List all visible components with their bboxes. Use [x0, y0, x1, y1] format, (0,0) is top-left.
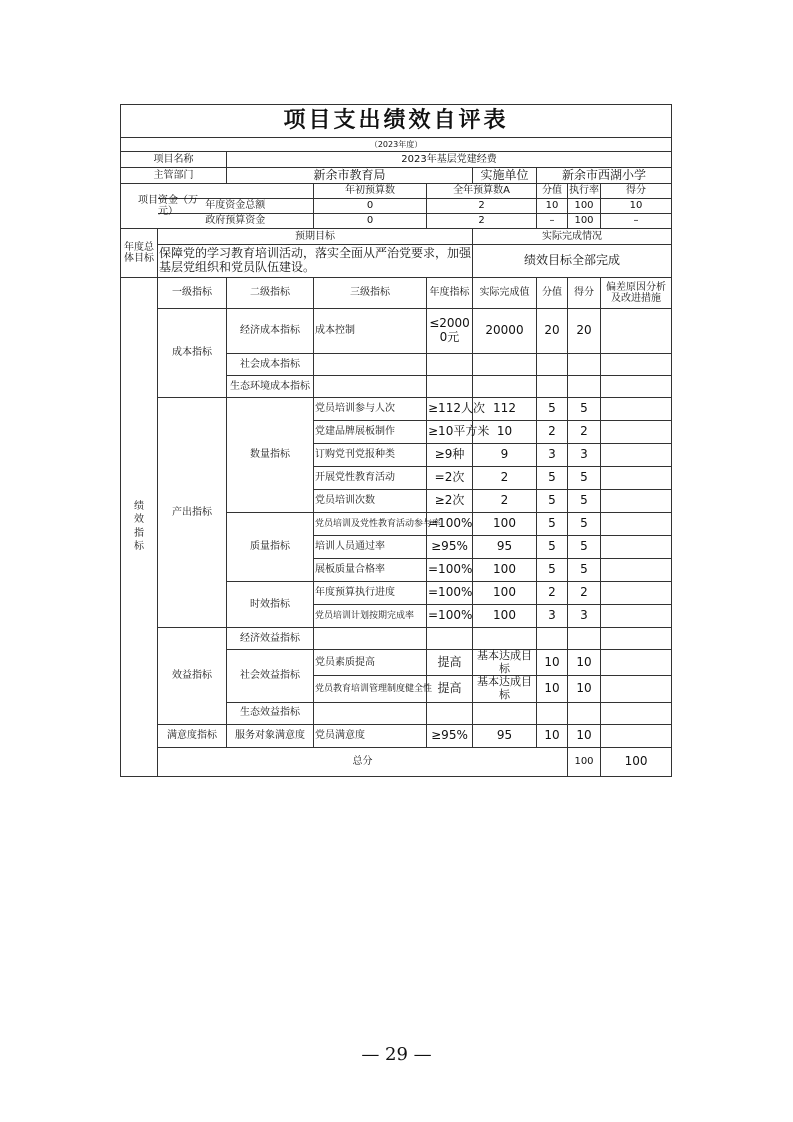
- hdr-got: 得分: [568, 278, 601, 309]
- qty-target: ≥9种: [427, 444, 473, 467]
- quality-actual: 100: [473, 559, 537, 582]
- quality-actual: 95: [473, 536, 537, 559]
- funds-full: 2: [427, 199, 537, 214]
- hdr-actual: 实际完成值: [473, 278, 537, 309]
- qty-got: 2: [568, 421, 601, 444]
- quality-l3: 培训人员通过率: [314, 536, 427, 559]
- time-l2: 时效指标: [227, 582, 314, 628]
- social-actual: 基本达成目标: [473, 676, 537, 702]
- cost-social-l2: 社会成本指标: [227, 354, 314, 376]
- funds-score: –: [537, 214, 568, 229]
- qty-actual: 2: [473, 490, 537, 513]
- qty-got: 5: [568, 467, 601, 490]
- social-score: 10: [537, 650, 568, 676]
- perf-label-cell: [121, 278, 158, 777]
- qty-score: 5: [537, 490, 568, 513]
- quality-target: ≥95%: [427, 536, 473, 559]
- qty-score: 5: [537, 398, 568, 421]
- funds-label: 项目资金（万元）: [121, 184, 158, 229]
- qty-target: =2次: [427, 467, 473, 490]
- col-score: 分值: [537, 184, 568, 199]
- qty-actual: 2: [473, 467, 537, 490]
- expected-goal: 保障党的学习教育培训活动，落实全面从严治党要求，加强基层党组织和党员队伍建设。: [158, 245, 473, 278]
- col-got: 得分: [601, 184, 672, 199]
- table-title: 项目支出绩效自评表: [121, 105, 672, 138]
- time-got: 3: [568, 605, 601, 628]
- performance-table: [120, 104, 672, 777]
- time-target: =100%: [427, 605, 473, 628]
- quality-actual: 100: [473, 513, 537, 536]
- time-actual: 100: [473, 605, 537, 628]
- sat-actual: 95: [473, 724, 537, 747]
- cost-econ-l3: 成本控制: [314, 309, 427, 354]
- funds-initial: 0: [314, 199, 427, 214]
- social-got: 10: [568, 676, 601, 702]
- social-l3: 党员教育培训管理制度健全性: [314, 676, 427, 702]
- col-rate: 执行率: [568, 184, 601, 199]
- cost-l1: 成本指标: [158, 309, 227, 398]
- goals-label: 年度总体目标: [121, 229, 158, 278]
- funds-rate: 100: [568, 199, 601, 214]
- cost-econ-actual: 20000: [473, 309, 537, 354]
- qty-l3: 党员培训次数: [314, 490, 427, 513]
- qty-l3: 党建品牌展板制作: [314, 421, 427, 444]
- hdr-l3: 三级指标: [314, 278, 427, 309]
- quality-target: =100%: [427, 513, 473, 536]
- quality-target: =100%: [427, 559, 473, 582]
- qty-actual: 112: [473, 398, 537, 421]
- social-target: 提高: [427, 650, 473, 676]
- qty-target: ≥112人次: [427, 398, 473, 421]
- qty-l3: 订购党刊党报种类: [314, 444, 427, 467]
- qty-score: 5: [537, 467, 568, 490]
- quality-got: 5: [568, 513, 601, 536]
- quality-got: 5: [568, 559, 601, 582]
- funds-got: 10: [601, 199, 672, 214]
- sat-l1: 满意度指标: [158, 724, 227, 747]
- cost-econ-got: 20: [568, 309, 601, 354]
- sat-got: 10: [568, 724, 601, 747]
- qty-got: 5: [568, 490, 601, 513]
- quality-score: 5: [537, 559, 568, 582]
- benefit-social-l2: 社会效益指标: [227, 650, 314, 703]
- impl-value: 新余市西湖小学: [537, 168, 672, 184]
- benefit-econ-l2: 经济效益指标: [227, 628, 314, 650]
- quality-got: 5: [568, 536, 601, 559]
- perf-label: 绩效指标: [134, 500, 144, 553]
- time-got: 2: [568, 582, 601, 605]
- cost-econ-score: 20: [537, 309, 568, 354]
- time-l3: 年度预算执行进度: [314, 582, 427, 605]
- expected-label: 预期目标: [158, 229, 473, 245]
- qty-score: 3: [537, 444, 568, 467]
- time-target: =100%: [427, 582, 473, 605]
- project-name-value: 2023年基层党建经费: [227, 152, 672, 168]
- time-l3: 党员培训计划按期完成率: [314, 605, 427, 628]
- col-initial: 年初预算数: [314, 184, 427, 199]
- funds-got: –: [601, 214, 672, 229]
- total-label: 总分: [158, 747, 568, 776]
- qty-l3: 党员培训参与人次: [314, 398, 427, 421]
- qty-actual: 10: [473, 421, 537, 444]
- cost-econ-target: ≤20000元: [427, 309, 473, 354]
- hdr-target: 年度指标: [427, 278, 473, 309]
- impl-label: 实施单位: [473, 168, 537, 184]
- qty-l3: 开展党性教育活动: [314, 467, 427, 490]
- benefit-eco-l2: 生态效益指标: [227, 702, 314, 724]
- project-name-label: 项目名称: [121, 152, 227, 168]
- funds-row-name: 年度资金总额: [158, 199, 314, 214]
- sat-target: ≥95%: [427, 724, 473, 747]
- quality-score: 5: [537, 536, 568, 559]
- time-actual: 100: [473, 582, 537, 605]
- hdr-score: 分值: [537, 278, 568, 309]
- quality-l3: 党员培训及党性教育活动参与率: [314, 513, 427, 536]
- sat-l2: 服务对象满意度: [227, 724, 314, 747]
- funds-row-name: 政府预算资金: [158, 214, 314, 229]
- time-score: 2: [537, 582, 568, 605]
- hdr-l1: 一级指标: [158, 278, 227, 309]
- time-score: 3: [537, 605, 568, 628]
- actual-goal: 绩效目标全部完成: [473, 245, 672, 278]
- total-got: 100: [601, 747, 672, 776]
- sat-score: 10: [537, 724, 568, 747]
- cost-eco-l2: 生态环境成本指标: [227, 376, 314, 398]
- dept-label: 主管部门: [121, 168, 227, 184]
- benefit-l1: 效益指标: [158, 628, 227, 725]
- hdr-l2: 二级指标: [227, 278, 314, 309]
- social-got: 10: [568, 650, 601, 676]
- quality-score: 5: [537, 513, 568, 536]
- performance-table-sheet: [120, 104, 671, 793]
- col-full: 全年预算数A: [427, 184, 537, 199]
- year-note: （2023年度）: [121, 138, 672, 152]
- social-target: 提高: [427, 676, 473, 702]
- qty-got: 3: [568, 444, 601, 467]
- social-l3: 党员素质提高: [314, 650, 427, 676]
- output-l1: 产出指标: [158, 398, 227, 628]
- qty-score: 2: [537, 421, 568, 444]
- funds-score: 10: [537, 199, 568, 214]
- page-number: — 29 —: [361, 1044, 432, 1065]
- qty-got: 5: [568, 398, 601, 421]
- qty-target: ≥2次: [427, 490, 473, 513]
- dept-value: 新余市教育局: [227, 168, 473, 184]
- funds-initial: 0: [314, 214, 427, 229]
- cost-econ-l2: 经济成本指标: [227, 309, 314, 354]
- funds-full: 2: [427, 214, 537, 229]
- qty-l2: 数量指标: [227, 398, 314, 513]
- sat-l3: 党员满意度: [314, 724, 427, 747]
- quality-l3: 展板质量合格率: [314, 559, 427, 582]
- qty-target: ≥10平方米: [427, 421, 473, 444]
- social-score: 10: [537, 676, 568, 702]
- social-actual: 基本达成目标: [473, 650, 537, 676]
- total-score: 100: [568, 747, 601, 776]
- qty-actual: 9: [473, 444, 537, 467]
- funds-rate: 100: [568, 214, 601, 229]
- hdr-reason: 偏差原因分析及改进措施: [601, 278, 672, 309]
- actual-label: 实际完成情况: [473, 229, 672, 245]
- quality-l2: 质量指标: [227, 513, 314, 582]
